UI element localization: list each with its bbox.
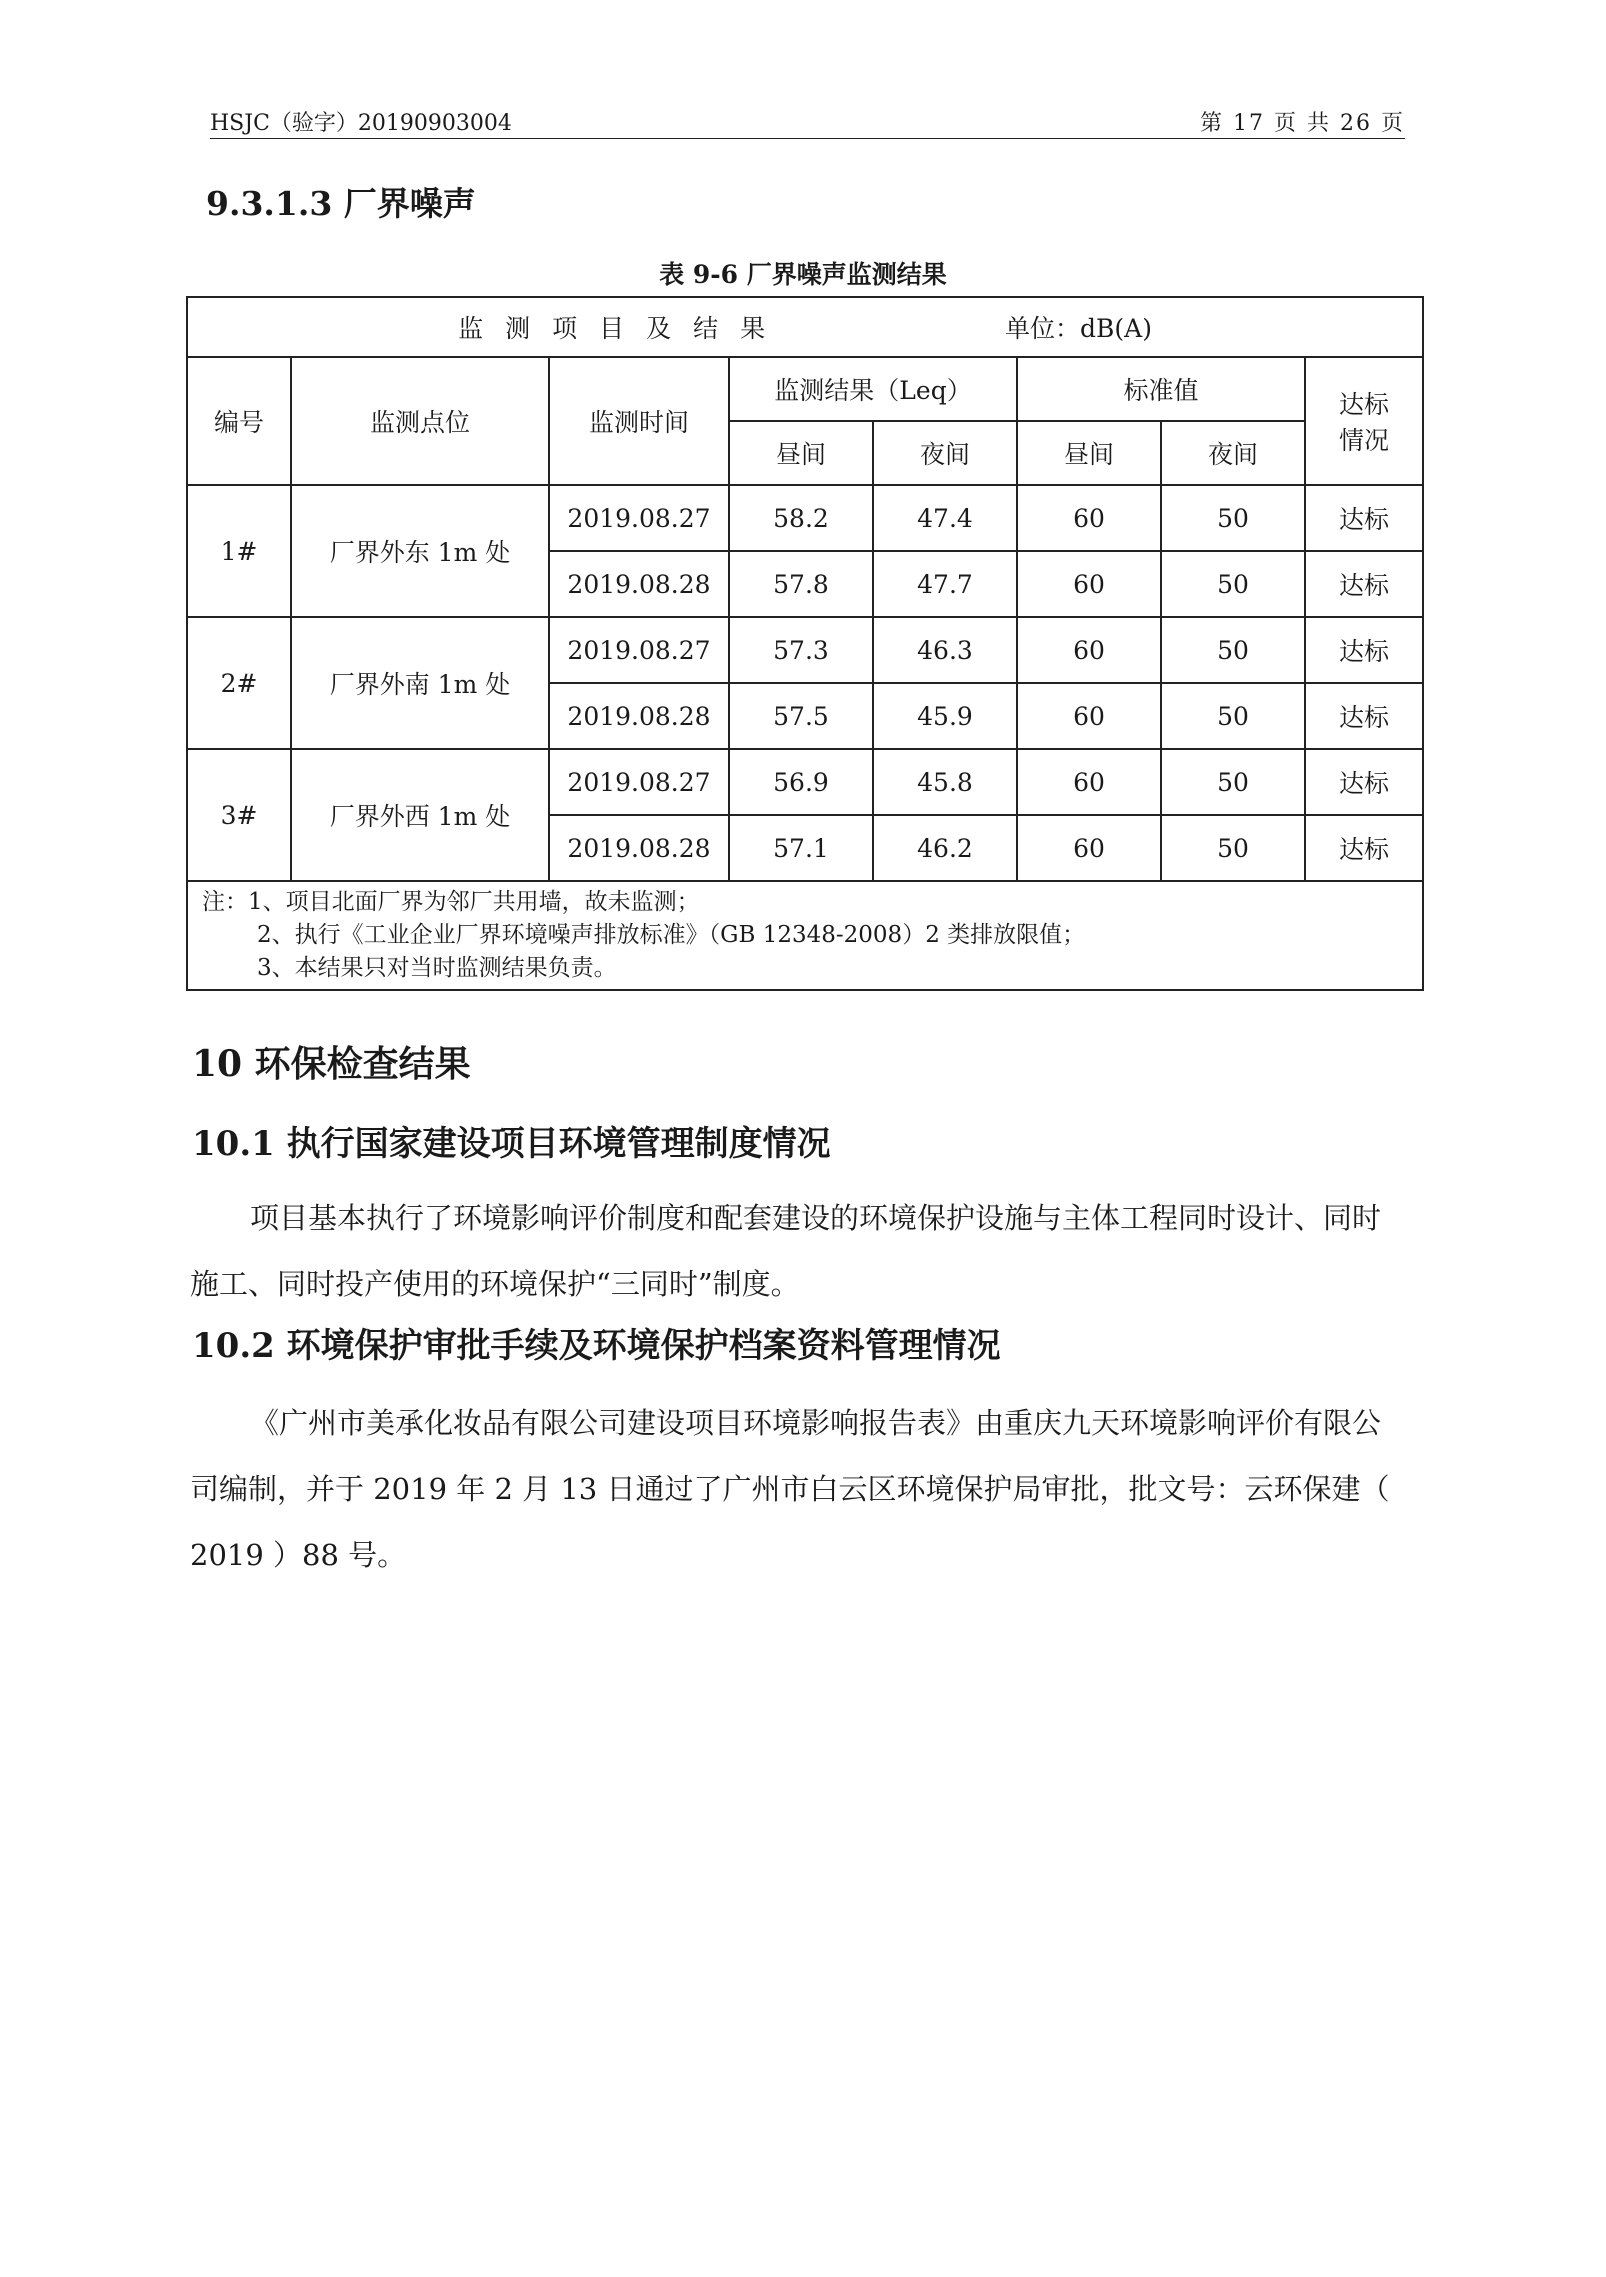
header-standard: 标准值 [1017, 357, 1305, 421]
header-location: 监测点位 [291, 357, 549, 485]
table-row [187, 485, 1423, 551]
header-result-day: 昼间 [729, 421, 873, 485]
report-number: HSJC（验字）20190903004 [210, 111, 512, 136]
notes-row [187, 881, 1423, 990]
table-caption: 表 9-6 厂界噪声监测结果 [659, 260, 947, 289]
cell-std-day: 60 [1017, 485, 1161, 551]
cell-day: 56.9 [729, 749, 873, 815]
page-header [210, 104, 1405, 139]
note-3: 3、本结果只对当时监测结果负责。 [257, 955, 617, 981]
table-title: 监测项目及结果 [458, 314, 788, 343]
header-compliance-line2: 情况 [1339, 426, 1390, 455]
header-compliance [1305, 357, 1423, 485]
cell-status: 达标 [1305, 485, 1423, 551]
subsection-title-10-2: 10.2 环境保护审批手续及环境保护档案资料管理情况 [192, 1326, 1001, 1366]
cell-status: 达标 [1305, 815, 1423, 881]
cell-date: 2019.08.27 [549, 749, 729, 815]
cell-date: 2019.08.28 [549, 683, 729, 749]
cell-status: 达标 [1305, 683, 1423, 749]
header-result: 监测结果（Leq） [729, 357, 1017, 421]
cell-day: 57.1 [729, 815, 873, 881]
section-title: 9.3.1.3 厂界噪声 [206, 184, 476, 223]
cell-day: 58.2 [729, 485, 873, 551]
header-time: 监测时间 [549, 357, 729, 485]
cell-day: 57.3 [729, 617, 873, 683]
header-result-night: 夜间 [873, 421, 1017, 485]
cell-day: 57.8 [729, 551, 873, 617]
table-unit: 单位：dB(A) [1005, 314, 1152, 343]
cell-night: 45.8 [873, 749, 1017, 815]
cell-status: 达标 [1305, 551, 1423, 617]
note-1: 注：1、项目北面厂界为邻厂共用墙，故未监测； [202, 889, 700, 915]
cell-night: 47.7 [873, 551, 1017, 617]
cell-std-night: 50 [1161, 551, 1305, 617]
cell-std-night: 50 [1161, 815, 1305, 881]
header-row [187, 357, 1423, 421]
cell-std-day: 60 [1017, 815, 1161, 881]
cell-date: 2019.08.28 [549, 551, 729, 617]
point-number: 2# [187, 617, 291, 749]
noise-table [186, 296, 1424, 991]
point-number: 3# [187, 749, 291, 881]
cell-date: 2019.08.27 [549, 485, 729, 551]
page-number: 第 17 页 共 26 页 [1200, 111, 1405, 136]
header-standard-night: 夜间 [1161, 421, 1305, 485]
cell-std-day: 60 [1017, 683, 1161, 749]
cell-night: 46.2 [873, 815, 1017, 881]
point-location: 厂界外西 1m 处 [291, 749, 549, 881]
cell-std-day: 60 [1017, 749, 1161, 815]
cell-status: 达标 [1305, 617, 1423, 683]
cell-status: 达标 [1305, 749, 1423, 815]
header-compliance-line1: 达标 [1339, 390, 1390, 419]
cell-std-night: 50 [1161, 485, 1305, 551]
table-row [187, 617, 1423, 683]
table-notes [187, 881, 1423, 990]
point-number: 1# [187, 485, 291, 617]
paragraph-10-2: 《广州市美承化妆品有限公司建设项目环境影响报告表》由重庆九天环境影响评价有限公司编制，并于 2019 年 2 月 13 日通过了广州市白云区环境保护局审批，批文号：云环保建（ 2019 ）88 号。 [190, 1406, 1390, 1572]
cell-date: 2019.08.27 [549, 617, 729, 683]
point-location: 厂界外东 1m 处 [291, 485, 549, 617]
cell-std-night: 50 [1161, 683, 1305, 749]
chapter-title: 10 环保检查结果 [192, 1043, 471, 1085]
point-location: 厂界外南 1m 处 [291, 617, 549, 749]
cell-day: 57.5 [729, 683, 873, 749]
cell-night: 46.3 [873, 617, 1017, 683]
subsection-title-10-1: 10.1 执行国家建设项目环境管理制度情况 [192, 1124, 831, 1164]
header-no: 编号 [187, 357, 291, 485]
cell-std-night: 50 [1161, 749, 1305, 815]
cell-night: 47.4 [873, 485, 1017, 551]
cell-std-day: 60 [1017, 551, 1161, 617]
table-row [187, 749, 1423, 815]
cell-std-night: 50 [1161, 617, 1305, 683]
table-title-row [187, 297, 1423, 357]
cell-night: 45.9 [873, 683, 1017, 749]
header-standard-day: 昼间 [1017, 421, 1161, 485]
cell-std-day: 60 [1017, 617, 1161, 683]
paragraph-10-1: 项目基本执行了环境影响评价制度和配套建设的环境保护设施与主体工程同时设计、同时施工、同时投产使用的环境保护“三同时”制度。 [190, 1201, 1382, 1301]
cell-date: 2019.08.28 [549, 815, 729, 881]
note-2: 2、执行《工业企业厂界环境噪声排放标准》（GB 12348-2008）2 类排放限值； [257, 922, 1086, 948]
